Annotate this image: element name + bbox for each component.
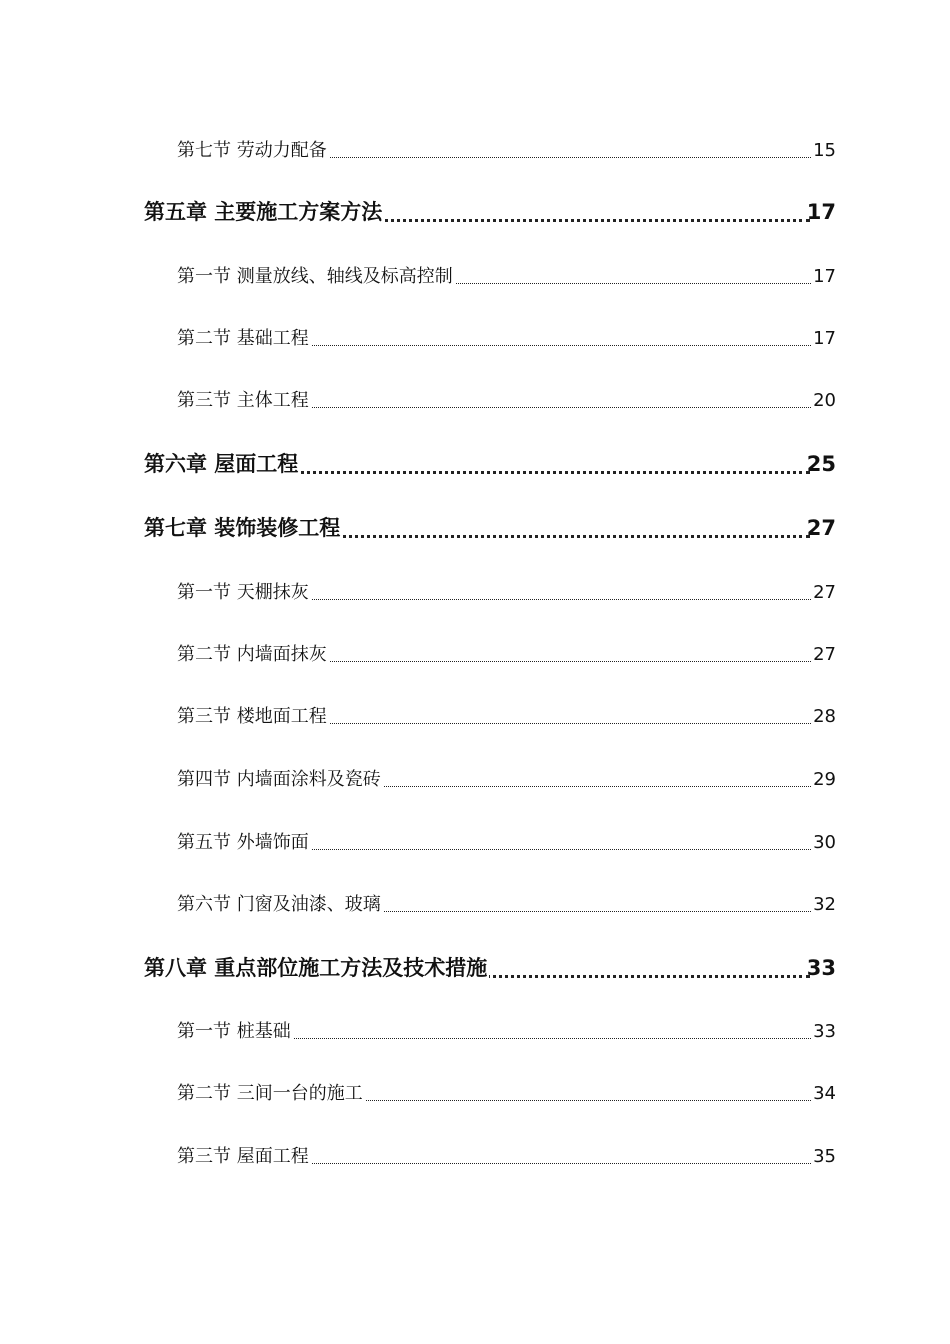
toc-entry-chapter[interactable]: [0, 197, 950, 227]
toc-entry-title: 第六节 门窗及油漆、玻璃: [177, 890, 383, 920]
toc-entry-section[interactable]: [0, 828, 950, 858]
toc-entry-page-number: 20: [813, 390, 836, 411]
toc-entry-section[interactable]: [0, 136, 950, 166]
toc-entry-title: 第五章 主要施工方案方法: [144, 197, 384, 227]
toc-entry-title: 第二节 三间一台的施工: [177, 1079, 365, 1109]
toc-entry-title: 第三节 楼地面工程: [177, 702, 329, 732]
toc-entry-title: 第三节 屋面工程: [177, 1142, 311, 1172]
toc-entry-section[interactable]: [0, 765, 950, 795]
toc-entry-section[interactable]: [0, 324, 950, 354]
toc-entry-page-number: 29: [813, 769, 836, 790]
toc-entry-page-number: 33: [813, 1021, 836, 1042]
toc-entry-section[interactable]: [0, 1079, 950, 1109]
toc-entry-page-number: 28: [813, 706, 836, 727]
toc-entry-section[interactable]: [0, 386, 950, 416]
toc-entry-page-number: 27: [806, 516, 836, 540]
toc-entry-page-number: 32: [813, 894, 836, 915]
toc-entry-page-number: 35: [813, 1146, 836, 1167]
toc-entry-section[interactable]: [0, 890, 950, 920]
toc-entry-title: 第一节 桩基础: [177, 1017, 293, 1047]
toc-entry-page-number: 27: [813, 644, 836, 665]
toc-entry-page-number: 17: [806, 200, 836, 224]
toc-entry-page-number: 17: [813, 266, 836, 287]
toc-entry-page-number: 27: [813, 582, 836, 603]
toc-entry-title: 第七节 劳动力配备: [177, 136, 329, 166]
toc-entry-page-number: 34: [813, 1083, 836, 1104]
toc-entry-title: 第六章 屋面工程: [144, 449, 300, 479]
toc-entry-section[interactable]: [0, 1142, 950, 1172]
toc-entry-section[interactable]: [0, 578, 950, 608]
toc-entry-chapter[interactable]: [0, 513, 950, 543]
toc-entry-title: 第三节 主体工程: [177, 386, 311, 416]
toc-entry-title: 第八章 重点部位施工方法及技术措施: [144, 953, 489, 983]
toc-entry-chapter[interactable]: [0, 449, 950, 479]
toc-entry-title: 第一节 测量放线、轴线及标高控制: [177, 262, 455, 292]
toc-entry-page-number: 15: [813, 140, 836, 161]
toc-entry-title: 第二节 基础工程: [177, 324, 311, 354]
toc-entry-title: 第七章 装饰装修工程: [144, 513, 342, 543]
toc-entry-section[interactable]: [0, 640, 950, 670]
toc-entry-section[interactable]: [0, 702, 950, 732]
toc-entry-page-number: 30: [813, 832, 836, 853]
toc-entry-title: 第二节 内墙面抹灰: [177, 640, 329, 670]
toc-entry-section[interactable]: [0, 262, 950, 292]
toc-entry-title: 第五节 外墙饰面: [177, 828, 311, 858]
toc-entry-page-number: 17: [813, 328, 836, 349]
toc-entry-page-number: 33: [806, 956, 836, 980]
toc-entry-title: 第四节 内墙面涂料及瓷砖: [177, 765, 383, 795]
toc-entry-page-number: 25: [806, 452, 836, 476]
toc-entry-title: 第一节 天棚抹灰: [177, 578, 311, 608]
toc-entry-chapter[interactable]: [0, 953, 950, 983]
toc-entry-section[interactable]: [0, 1017, 950, 1047]
